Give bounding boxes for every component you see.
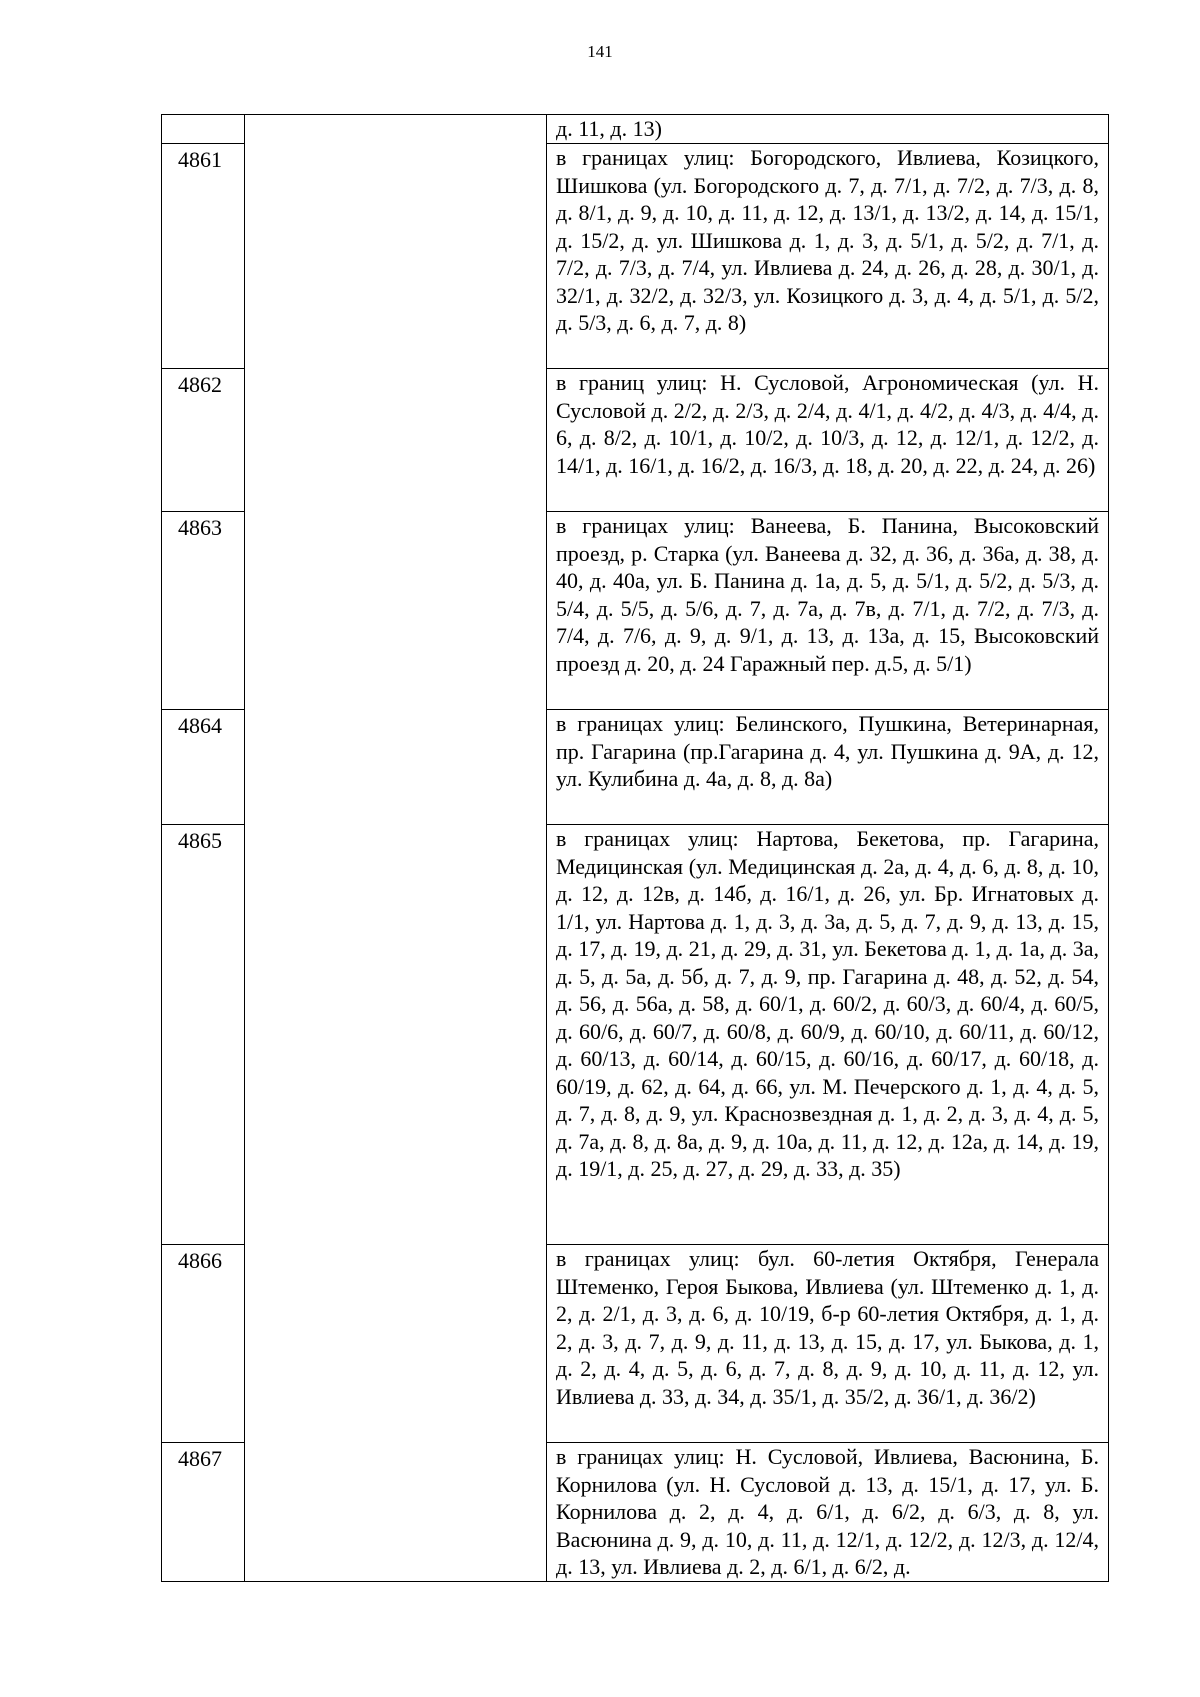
row-number-cell xyxy=(162,115,245,144)
row-number-cell: 4861 xyxy=(162,144,245,369)
address-text-cell: в границах улиц: бул. 60-летия Октября, Генерала Штеменко, Героя Быкова, Ивлиева (ул. Штеменко д. 1, д. 2, д. 2/1, д. 3, д. 6, д. 10/19, б-р 60-летия Октября, д. 1, д. 2, д. 3, д. 7, д. 9, д. 11, д. 13, д. 15, д. 17, ул. Быкова, д. 1, д. 2, д. 4, д. 5, д. 6, д. 7, д. 8, д. 9, д. 10, д. 11, д. 12, ул. Ивлиева д. 33, д. 34, д. 35/1, д. 35/2, д. 36/1, д. 36/2) xyxy=(547,1245,1109,1443)
address-text-cell: в границах улиц: Ванеева, Б. Панина, Высоковский проезд, р. Старка (ул. Ванеева д. 32, д. 36, д. 36а, д. 38, д. 40, д. 40а, ул. Б. Панина д. 1а, д. 5, д. 5/1, д. 5/2, д. 5/3, д. 5/4, д. 5/5, д. 5/6, д. 7, д. 7а, д. 7в, д. 7/1, д. 7/2, д. 7/3, д. 7/4, д. 7/6, д. 9, д. 9/1, д. 13, д. 13а, д. 15, Высоковский проезд д. 20, д. 24 Гаражный пер. д.5, д. 5/1) xyxy=(547,512,1109,710)
address-text-cell: д. 11, д. 13) xyxy=(547,115,1109,144)
table-row xyxy=(162,115,1109,144)
empty-middle-cell xyxy=(245,115,547,1582)
row-number-cell: 4865 xyxy=(162,825,245,1245)
row-number-cell: 4862 xyxy=(162,369,245,512)
address-text-cell: в границ улиц: Н. Сусловой, Агрономическая (ул. Н. Сусловой д. 2/2, д. 2/3, д. 2/4, д. 4/1, д. 4/2, д. 4/3, д. 4/4, д. 6, д. 8/2, д. 10/1, д. 10/2, д. 10/3, д. 12, д. 12/1, д. 12/2, д. 14/1, д. 16/1, д. 16/2, д. 16/3, д. 18, д. 20, д. 22, д. 24, д. 26) xyxy=(547,369,1109,512)
address-text-cell: в границах улиц: Н. Сусловой, Ивлиева, Васюнина, Б. Корнилова (ул. Н. Сусловой д. 13, д. 15/1, д. 17, ул. Б. Корнилова д. 2, д. 4, д. 6/1, д. 6/2, д. 6/3, д. 8, ул. Васюнина д. 9, д. 10, д. 11, д. 12/1, д. 12/2, д. 12/3, д. 12/4, д. 13, ул. Ивлиева д. 2, д. 6/1, д. 6/2, д. xyxy=(547,1443,1109,1582)
address-table xyxy=(161,114,1109,1582)
row-number-cell: 4867 xyxy=(162,1443,245,1582)
row-number-cell: 4863 xyxy=(162,512,245,710)
address-text-cell: в границах улиц: Белинского, Пушкина, Ветеринарная, пр. Гагарина (пр.Гагарина д. 4, ул. Пушкина д. 9А, д. 12, ул. Кулибина д. 4а, д. 8, д. 8а) xyxy=(547,710,1109,825)
page-number: 141 xyxy=(587,42,613,61)
row-number-cell: 4864 xyxy=(162,710,245,825)
address-text-cell: в границах улиц: Нартова, Бекетова, пр. Гагарина, Медицинская (ул. Медицинская д. 2а, д. 4, д. 6, д. 8, д. 10, д. 12, д. 12в, д. 14б, д. 16/1, д. 26, ул. Бр. Игнатовых д. 1/1, ул. Нартова д. 1, д. 3, д. 3а, д. 5, д. 7, д. 9, д. 13, д. 15, д. 17, д. 19, д. 21, д. 29, д. 31, ул. Бекетова д. 1, д. 1а, д. 3а, д. 5, д. 5а, д. 5б, д. 7, д. 9, пр. Гагарина д. 48, д. 52, д. 54, д. 56, д. 56а, д. 58, д. 60/1, д. 60/2, д. 60/3, д. 60/4, д. 60/5, д. 60/6, д. 60/7, д. 60/8, д. 60/9, д. 60/10, д. 60/11, д. 60/12, д. 60/13, д. 60/14, д. 60/15, д. 60/16, д. 60/17, д. 60/18, д. 60/19, д. 62, д. 64, д. 66, ул. М. Печерского д. 1, д. 4, д. 5, д. 7, д. 8, д. 9, ул. Краснозвездная д. 1, д. 2, д. 3, д. 4, д. 5, д. 7а, д. 8, д. 8а, д. 9, д. 10а, д. 11, д. 12, д. 12а, д. 14, д. 19, д. 19/1, д. 25, д. 27, д. 29, д. 33, д. 35) xyxy=(547,825,1109,1245)
row-number-cell: 4866 xyxy=(162,1245,245,1443)
address-text-cell: в границах улиц: Богородского, Ивлиева, Козицкого, Шишкова (ул. Богородского д. 7, д. 7/1, д. 7/2, д. 7/3, д. 8, д. 8/1, д. 9, д. 10, д. 11, д. 12, д. 13/1, д. 13/2, д. 14, д. 15/1, д. 15/2, д. ул. Шишкова д. 1, д. 3, д. 5/1, д. 5/2, д. 7/1, д. 7/2, д. 7/3, д. 7/4, ул. Ивлиева д. 24, д. 26, д. 28, д. 30/1, д. 32/1, д. 32/2, д. 32/3, ул. Козицкого д. 3, д. 4, д. 5/1, д. 5/2, д. 5/3, д. 6, д. 7, д. 8) xyxy=(547,144,1109,369)
